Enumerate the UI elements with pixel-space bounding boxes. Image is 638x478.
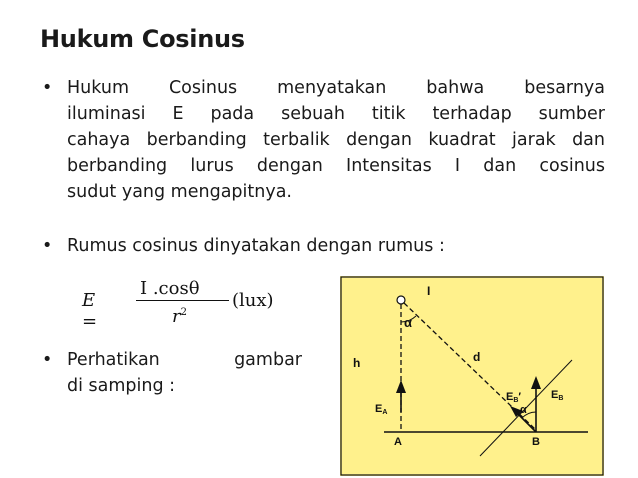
label-I: I [427, 284, 431, 298]
diagram-border [341, 277, 603, 475]
formula-numerator: I .cosθ [140, 278, 200, 299]
label-h: h [353, 356, 361, 370]
bullet1-line4: berbanding lurus dengan Intensitas I dan cosinus [67, 156, 605, 176]
label-EB-prime: EB′ [506, 391, 522, 404]
label-alpha-bottom: α [520, 404, 527, 416]
formula-exponent: 2 [180, 307, 187, 318]
label-A: A [394, 436, 402, 448]
bullet1-line2: iluminasi E pada sebuah titik terhadap sumber [67, 104, 605, 124]
label-EB: EB [551, 389, 564, 402]
bullet3-line2: di samping : [67, 376, 176, 396]
bullet-dot: • [42, 350, 53, 370]
cosine-law-diagram [340, 276, 604, 476]
bullet1-line5: sudut yang mengapitnya. [67, 182, 292, 202]
light-source-icon [397, 296, 405, 304]
label-B: B [532, 436, 540, 448]
label-alpha-top: α [404, 315, 412, 330]
bullet1-line1: Hukum Cosinus menyatakan bahwa besarnya [67, 78, 605, 98]
page-title: Hukum Cosinus [40, 25, 245, 53]
formula-unit: (lux) [232, 290, 274, 311]
bullet-dot: • [42, 78, 53, 98]
ea-arrow-icon [396, 380, 406, 393]
bullet-hukum-cosinus [42, 75, 605, 205]
bullet-dot: • [42, 236, 53, 256]
label-EA: EA [375, 403, 388, 416]
bullet3-line1: Perhatikan gambar [67, 350, 302, 370]
diagram-svg [340, 276, 604, 476]
formula-denominator: $r^2$ [172, 306, 187, 327]
formula-lhs: E = [82, 290, 98, 332]
bullet-perhatikan [42, 347, 302, 399]
bullet2-text: Rumus cosinus dinyatakan dengan rumus : [67, 236, 445, 256]
bullet1-line3: cahaya berbanding terbalik dengan kuadrat jarak dan [67, 130, 605, 150]
fraction-bar [136, 300, 229, 301]
eb-arrow-icon [531, 376, 541, 389]
bullet-rumus [42, 233, 562, 259]
label-d: d [473, 350, 481, 364]
